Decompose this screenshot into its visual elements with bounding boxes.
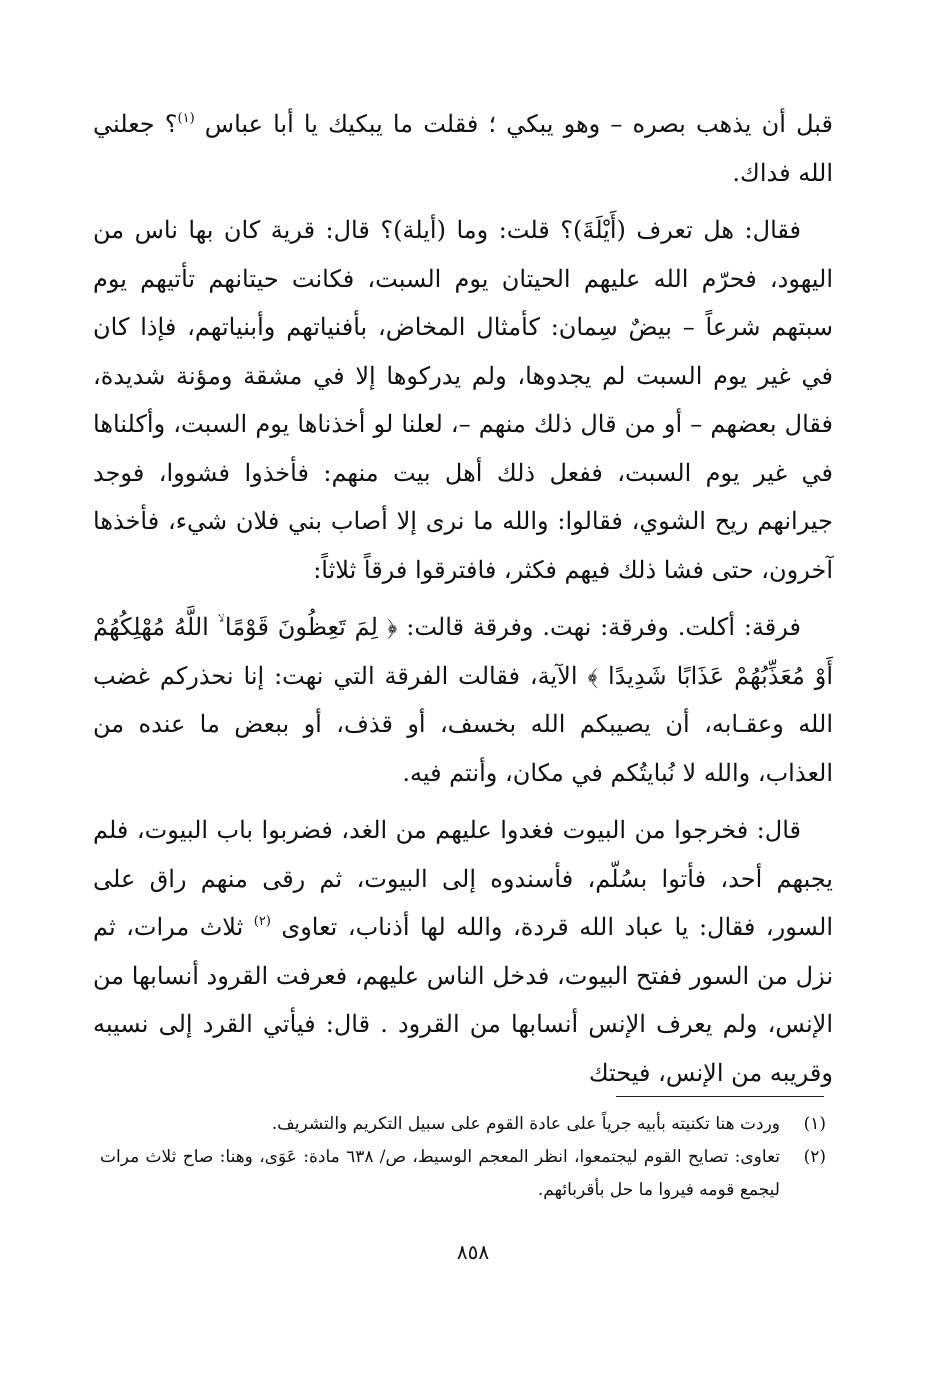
- paragraph-4-text-b: ثلاث مرات، ثم نزل من السور ففتح البيوت، فدخل الناس عليهم، فعرفت القرود أنسابها من الإنس، ولم يعرف الإنس أنسابها من القرود . قال: فيأتي القرد إلى نسيبه وقريبه من الإنس، فيحتك: [93, 913, 833, 1087]
- footnote-1: [100, 1108, 826, 1141]
- footnote-separator: [616, 1096, 824, 1097]
- page-number: ٨٥٨: [456, 1240, 490, 1264]
- footnote-2-number: (٢): [803, 1147, 826, 1167]
- paragraph-4-text-a: قال: فخرجوا من البيوت فغدوا عليهم من الغد، فضربوا باب البيوت، فلم يجبهم أحد، فأتوا بسُلّم، فأسندوه إلى البيوت، ثم رقى منهم راق على السور، فقال: يا عباد الله قردة، والله لها أذناب، تعاوى: [93, 816, 833, 941]
- footnote-2-text: تعاوى: تصايح القوم ليجتمعوا، انظر المعجم الوسيط، ص/ ٦٣٨ مادة: عَوَى، وهنا: صاح ثلاث مرات ليجمع قومه فيروا ما حل بأقربائهم.: [100, 1147, 780, 1200]
- paragraph-1-text-a: قبل أن يذهب بصره – وهو يبكي ؛ فقلت ما يبكيك يا أبا عباس: [204, 110, 833, 138]
- footnote-1-number: (١): [803, 1114, 826, 1134]
- paragraph-4: [93, 806, 833, 1097]
- footnote-marker-1[interactable]: (١): [177, 111, 195, 126]
- footnote-marker-2[interactable]: (٢): [253, 914, 271, 929]
- footnote-1-text: وردت هنا تكنيته بأبيه جرياً على عادة القوم على سبيل التكريم والتشريف.: [271, 1114, 780, 1134]
- paragraph-1: [93, 100, 833, 197]
- footnotes: [100, 1108, 826, 1207]
- paragraph-3: فرقة: أكلت. وفرقة: نهت. وفرقة قالت: ﴿ لِمَ تَعِظُونَ قَوْمًا ۙ اللَّهُ مُهْلِكُهُمْ أَوْ مُعَذِّبُهُمْ عَذَابًا شَدِيدًا ﴾ الآية، فقالت الفرقة التي نهت: إنا نحذركم غضب الله وعقـابه، أن يصيبكم الله بخسف، أو قذف، أو ببعض ما عنده من العذاب، والله لا نُبايتُكم في مكان، وأنتم فيه.: [93, 613, 833, 787]
- main-text: [93, 100, 833, 1106]
- footnote-2: [100, 1141, 826, 1207]
- paragraph-1-text-b: ؟ جعلني الله فداك.: [93, 110, 833, 187]
- paragraph-2: فقال: هل تعرف (أَيْلَةَ)؟ قلت: وما (أيلة)؟ قال: قرية كان بها ناس من اليهود، فحرّم الله عليهم الحيتان يوم السبت، فكانت حيتانهم تأتيهم يوم سبتهم شرعاً – بيضٌ سِمان: كأمثال المخاض، بأفنياتهم وأبنياتهم، فإذا كان في غير يوم السبت لم يجدوها، ولم يدركوها إلا في مشقة ومؤنة شديدة، فقال بعضهم – أو من قال ذلك منهم –، لعلنا لو أخذناها يوم السبت، وأكلناها في غير يوم السبت، ففعل ذلك أهل بيت منهم: فأخذوا فشووا، فوجد جيرانهم ريح الشوي، فقالوا: والله ما نرى إلا أصاب بني فلان شيء، فأخذها آخرون، حتى فشا ذلك فيهم فكثر، فافترقوا فرقاً ثلاثاً:: [93, 216, 833, 584]
